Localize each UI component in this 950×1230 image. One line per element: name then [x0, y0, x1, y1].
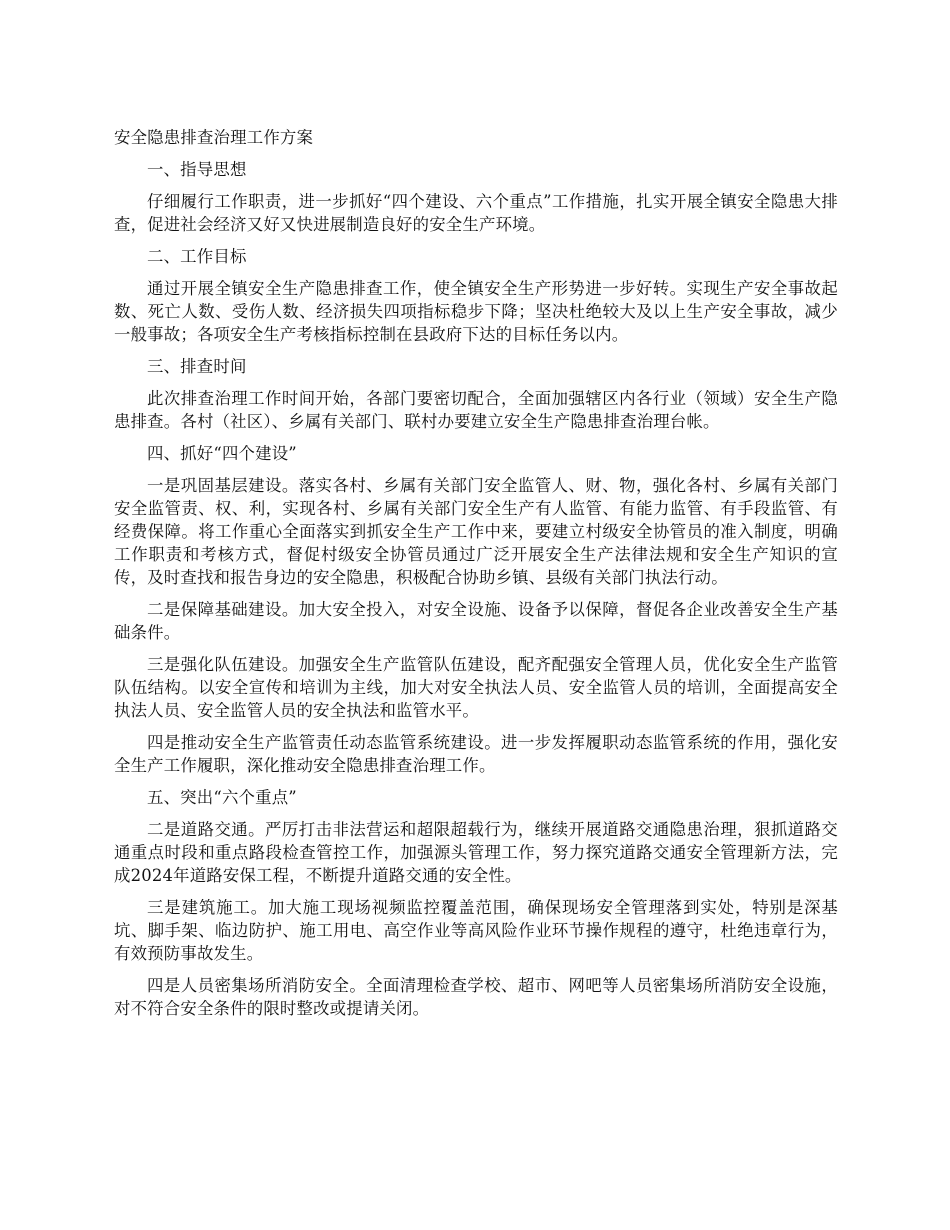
section-heading-work-goals: 二、工作目标 [147, 247, 247, 266]
paragraph: 二是道路交通。严厉打击非法营运和超限超载行为，继续开展道路交通隐患治理，狠抓道路交通重点时段和重点路段检查管控工作，加强源头管理工作，努力探究道路交通安全管理新方法，完成2024年道路安保工程，不断提升道路交通的安全性。 [114, 820, 838, 885]
paragraph: 三是强化队伍建设。加强安全生产监管队伍建设，配齐配强安全管理人员，优化安全生产监管队伍结构。以安全宣传和培训为主线，加大对安全执法人员、安全监管人员的培训，全面提高安全执法人员、安全监管人员的安全执法和监管水平。 [114, 655, 838, 720]
paragraph: 通过开展全镇安全生产隐患排查工作，使全镇安全生产形势进一步好转。实现生产安全事故起数、死亡人数、受伤人数、经济损失四项指标稳步下降；坚决杜绝较大及以上生产安全事故，减少一般事故；各项安全生产考核指标控制在县政府下达的目标任务以内。 [114, 279, 838, 344]
paragraph: 仔细履行工作职责，进一步抓好“四个建设、六个重点”工作措施，扎实开展全镇安全隐患大排查，促进社会经济又好又快进展制造良好的安全生产环境。 [114, 192, 838, 234]
section-heading-guiding-thought: 一、指导思想 [147, 160, 247, 179]
document-body [114, 126, 838, 1029]
paragraph: 二是保障基础建设。加大安全投入，对安全设施、设备予以保障，督促各企业改善安全生产基础条件。 [114, 600, 838, 642]
paragraph: 三是建筑施工。加大施工现场视频监控覆盖范围，确保现场安全管理落到实处，特别是深基坑、脚手架、临边防护、施工用电、高空作业等高风险作业环节操作规程的遵守，杜绝违章行为，有效预防事故发生。 [114, 898, 838, 963]
section-heading-six-priorities: 五、突出“六个重点” [147, 788, 297, 807]
section-heading-inspection-time: 三、排查时间 [147, 357, 247, 376]
document-title: 安全隐患排查治理工作方案 [114, 128, 314, 147]
paragraph: 四是推动安全生产监管责任动态监管系统建设。进一步发挥履职动态监管系统的作用，强化安全生产工作履职，深化推动安全隐患排查治理工作。 [114, 733, 838, 775]
paragraph: 此次排查治理工作时间开始，各部门要密切配合，全面加强辖区内各行业（领域）安全生产隐患排查。各村（社区）、乡属有关部门、联村办要建立安全生产隐患排查治理台帐。 [114, 389, 838, 431]
paragraph: 四是人员密集场所消防安全。全面清理检查学校、超市、网吧等人员密集场所消防安全设施，对不符合安全条件的限时整改或提请关闭。 [114, 976, 838, 1018]
paragraph: 一是巩固基层建设。落实各村、乡属有关部门安全监管人、财、物，强化各村、乡属有关部门安全监管责、权、利，实现各村、乡属有关部门安全生产有人监管、有能力监管、有手段监管、有经费保障。将工作重心全面落实到抓安全生产工作中来，要建立村级安全协管员的准入制度，明确工作职责和考核方式，督促村级安全协管员通过广泛开展安全生产法律法规和安全生产知识的宣传，及时查找和报告身边的安全隐患，积极配合协助乡镇、县级有关部门执法行动。 [114, 476, 838, 587]
section-heading-four-constructions: 四、抓好“四个建设” [147, 444, 297, 463]
